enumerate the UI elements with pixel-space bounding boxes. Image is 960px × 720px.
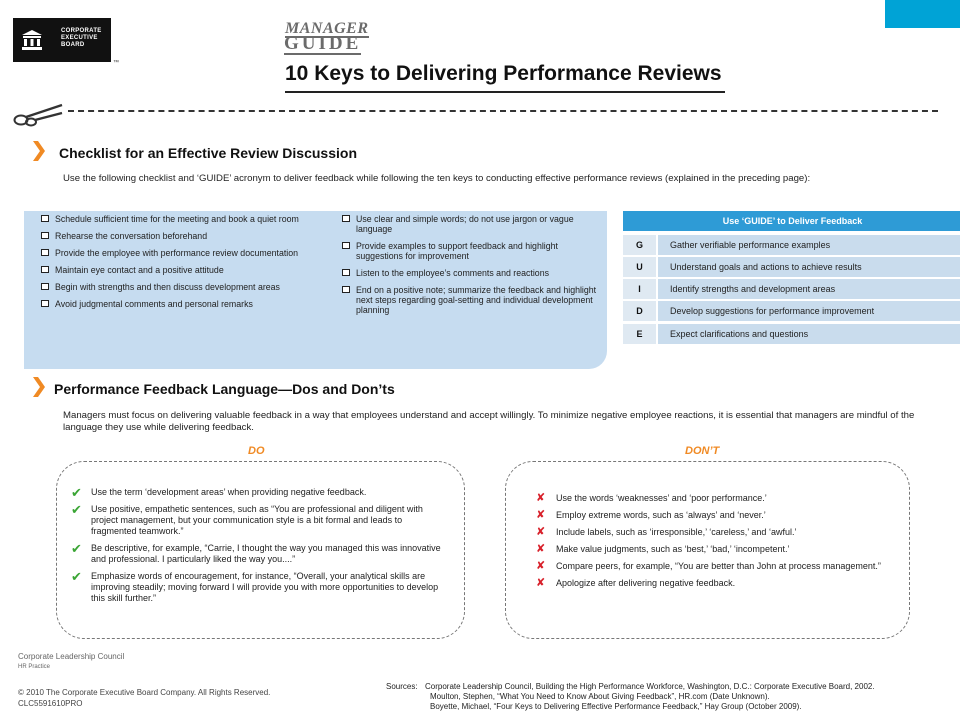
- checkbox-icon: [342, 242, 350, 249]
- guide-letter: D: [623, 301, 656, 321]
- cross-icon: ✘: [536, 509, 546, 521]
- dont-label: DON’T: [685, 445, 720, 457]
- dont-panel: [505, 461, 910, 639]
- source-line: Boyette, Michael, “Four Keys to Delivering Effective Performance Feedback,” Hay Group (October 2009).: [430, 702, 802, 711]
- council-name: Corporate Leadership Council: [18, 652, 125, 661]
- do-list: [71, 487, 443, 610]
- manager-guide-logo-guide: GUIDE: [284, 33, 362, 54]
- checkbox-icon: [41, 283, 49, 290]
- checklist-heading: Checklist for an Effective Review Discussion: [59, 145, 357, 161]
- cross-icon: ✘: [536, 526, 546, 538]
- checklist-item: Provide the employee with performance review documentation: [41, 248, 306, 258]
- guide-row: [623, 301, 960, 321]
- checkmark-icon: ✔: [71, 485, 82, 500]
- checklist-item: Begin with strengths and then discuss development areas: [41, 282, 306, 292]
- checklist-item: Rehearse the conversation beforehand: [41, 231, 306, 241]
- checklist-panel: [24, 211, 607, 369]
- cross-icon: ✘: [536, 492, 546, 504]
- checkbox-icon: [41, 266, 49, 273]
- checklist-left-column: [41, 214, 306, 316]
- checkbox-icon: [41, 232, 49, 239]
- dont-list: [536, 493, 896, 595]
- checkbox-icon: [342, 269, 350, 276]
- dont-item: ✘ Apologize after delivering negative feedback.: [536, 577, 736, 589]
- dont-item: ✘ Compare peers, for example, “You are better than John at process management.”: [536, 560, 881, 572]
- language-intro: Managers must focus on delivering valuable feedback in a way that employees understand and accept willingly. To minimize negative employee reactions, it is essential that managers are mindful of the language they use while delivering feedback.: [63, 410, 915, 433]
- guide-description: Develop suggestions for performance improvement: [658, 301, 960, 321]
- dont-item: ✘ Employ extreme words, such as ‘always’ and ‘never.’: [536, 509, 766, 521]
- guide-letter: U: [623, 257, 656, 277]
- checklist-item: Listen to the employee’s comments and reactions: [342, 268, 604, 278]
- checkmark-icon: ✔: [71, 541, 82, 556]
- building-icon: [21, 29, 43, 51]
- dont-item: ✘ Use the words ‘weaknesses’ and ‘poor performance.’: [536, 492, 767, 504]
- source-line: Corporate Leadership Council, Building the High Performance Workforce, Washington, D.C.: Corporate Executive Board, 2002.: [425, 682, 875, 691]
- document-code: CLC5591610PRO: [18, 699, 83, 708]
- chevron-right-icon: [33, 377, 45, 397]
- title-underline: [285, 91, 725, 93]
- checklist-item: End on a positive note; summarize the feedback and highlight next steps regarding goal-setting and individual development planning: [342, 285, 604, 315]
- practice-name: HR Practice: [18, 664, 51, 670]
- checklist-intro: Use the following checklist and ‘GUIDE’ acronym to deliver feedback while following the ten keys to conducting effective performance reviews (explained in the preceding page):: [63, 173, 811, 184]
- checkbox-icon: [342, 215, 350, 222]
- checkbox-icon: [41, 215, 49, 222]
- checklist-right-column: [342, 214, 604, 322]
- manager-guide-logo-manager: MANAGER: [285, 20, 369, 37]
- checklist-item: Avoid judgmental comments and personal remarks: [41, 299, 306, 309]
- do-label: DO: [248, 445, 265, 457]
- cut-line: [68, 110, 938, 112]
- checkbox-icon: [41, 249, 49, 256]
- guide-letter: I: [623, 279, 656, 299]
- chevron-right-icon: [33, 141, 45, 161]
- guide-table-heading: Use ‘GUIDE’ to Deliver Feedback: [623, 211, 960, 231]
- guide-description: Understand goals and actions to achieve results: [658, 257, 960, 277]
- guide-row: [623, 324, 960, 344]
- do-item: ✔ Use the term ‘development areas’ when providing negative feedback.: [71, 485, 367, 500]
- dont-item: ✘ Make value judgments, such as ‘best,’ ‘bad,’ ‘incompetent.’: [536, 543, 790, 555]
- do-item: ✔ Emphasize words of encouragement, for instance, “Overall, your analytical skills are improving steadily; moving forward I will provide you with more opportunities to develop this skill further.”: [71, 569, 439, 603]
- top-accent-strip: [885, 0, 960, 28]
- cross-icon: ✘: [536, 560, 546, 572]
- guide-description: Identify strengths and development areas: [658, 279, 960, 299]
- checkbox-icon: [41, 300, 49, 307]
- guide-description: Expect clarifications and questions: [658, 324, 960, 344]
- checklist-item: Provide examples to support feedback and highlight suggestions for improvement: [342, 241, 604, 261]
- checklist-item: Use clear and simple words; do not use jargon or vague language: [342, 214, 604, 234]
- do-panel: [56, 461, 465, 639]
- guide-description: Gather verifiable performance examples: [658, 235, 960, 255]
- page-title: 10 Keys to Delivering Performance Reviews: [285, 62, 722, 85]
- logo-text: CORPORATE EXECUTIVE BOARD: [61, 28, 102, 48]
- do-item: ✔ Use positive, empathetic sentences, such as “You are professional and diligent with project management, but your communication style is a bit formal and leads to fragmented teamwork.”: [71, 502, 423, 536]
- checklist-item: Schedule sufficient time for the meeting and book a quiet room: [41, 214, 306, 224]
- cross-icon: ✘: [536, 577, 546, 589]
- guide-letter: E: [623, 324, 656, 344]
- checkmark-icon: ✔: [71, 502, 82, 517]
- guide-row: [623, 279, 960, 299]
- cross-icon: ✘: [536, 543, 546, 555]
- checklist-item: Maintain eye contact and a positive attitude: [41, 265, 306, 275]
- source-line: Moulton, Stephen, “What You Need to Know About Giving Feedback”, HR.com (Date Unknown).: [430, 692, 770, 701]
- copyright: © 2010 The Corporate Executive Board Company. All Rights Reserved.: [18, 688, 271, 697]
- do-item: ✔ Be descriptive, for example, “Carrie, I thought the way you managed this was innovative and professional. I particularly liked the way you....”: [71, 541, 441, 564]
- guide-row: [623, 235, 960, 255]
- language-heading: Performance Feedback Language—Dos and Don’ts: [54, 381, 395, 397]
- checkmark-icon: ✔: [71, 569, 82, 584]
- guide-row: [623, 257, 960, 277]
- guide-letter: G: [623, 235, 656, 255]
- dont-item: ✘ Include labels, such as ‘irresponsible,’ ‘careless,’ and ‘awful.’: [536, 526, 797, 538]
- sources-label: Sources:: [386, 682, 418, 691]
- ceb-logo: [13, 18, 111, 62]
- checkbox-icon: [342, 286, 350, 293]
- scissors-icon: [12, 101, 64, 127]
- logo-trademark: ™: [113, 60, 119, 66]
